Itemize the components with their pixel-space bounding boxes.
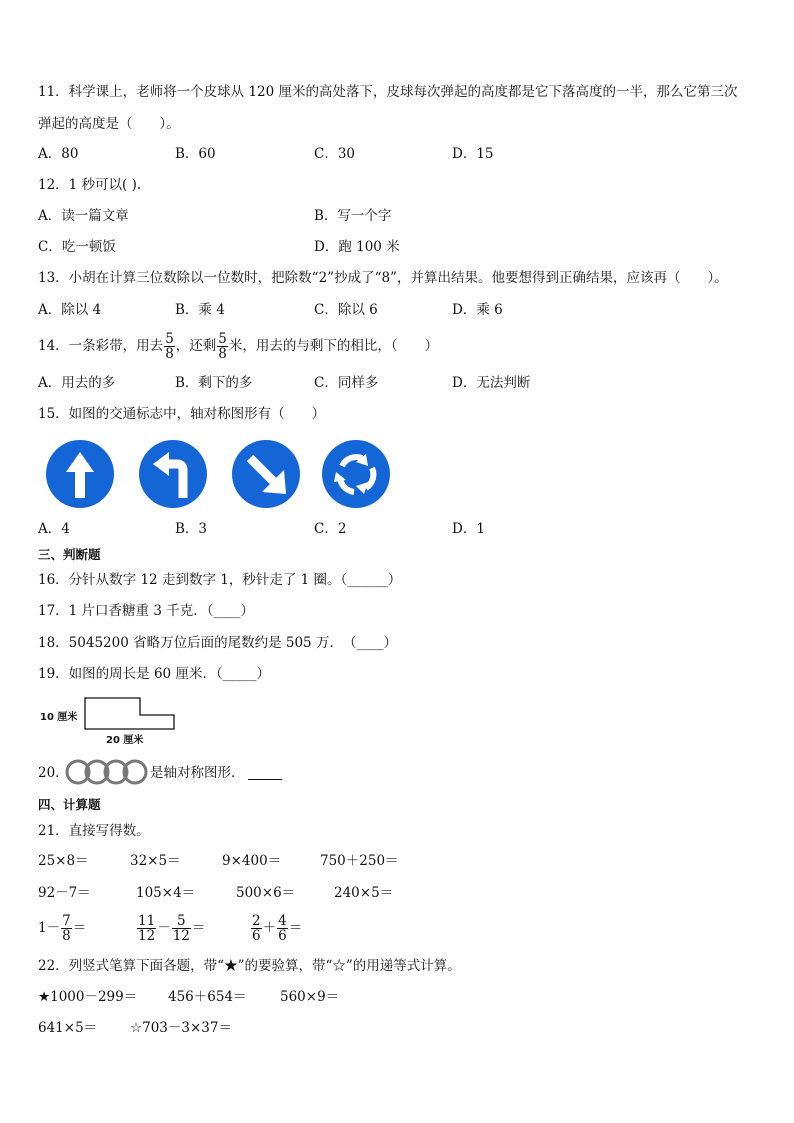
q12-stem: 12．1 秒可以( ).: [38, 177, 142, 193]
q15-option-b: B．3: [175, 521, 208, 537]
q15-stem: 15．如图的交通标志中，轴对称图形有（ ）: [38, 406, 326, 422]
fraction: [61, 914, 72, 943]
q19-label-left: 10 厘米: [40, 712, 78, 723]
fraction: [137, 914, 156, 943]
q12-option-a: A．读一篇文章: [38, 208, 129, 224]
q21-stem: 21．直接写得数。: [38, 823, 150, 839]
numerator: 4: [278, 913, 287, 929]
q21-item: 500×6＝: [236, 885, 296, 901]
q20-prefix: 20．: [38, 765, 69, 781]
q14-fraction-left: [217, 332, 228, 361]
up-arrow-sign-icon: [46, 440, 114, 508]
q15-option-c: C．2: [314, 521, 347, 537]
q14-fraction-used: [164, 332, 175, 361]
q21-item: 750＋250＝: [320, 853, 399, 869]
numerator: 5: [172, 914, 191, 929]
q21-item: 9×400＝: [222, 853, 282, 869]
q22-item: ☆703－3×37＝: [130, 1020, 232, 1036]
q14-frac1-numerator: 5: [165, 331, 174, 347]
q16-text: 16．分针从数字 12 走到数字 1，秒针走了 1 圈。（______）: [38, 572, 402, 588]
numerator: 7: [62, 913, 71, 929]
q19-stepped-shape: [84, 697, 178, 731]
q11-option-d: D．15: [452, 146, 494, 162]
fraction: [251, 914, 262, 943]
operator: ＋: [262, 920, 277, 936]
q14-text-3: 米，用去的与剩下的相比，（ ）: [228, 338, 439, 354]
q21-fraction-item-1: [38, 910, 86, 946]
denominator: 6: [278, 928, 287, 944]
four-rings-icon: [64, 758, 150, 786]
q13-option-b: B．乘 4: [175, 302, 225, 318]
q14-option-a: A．用去的多: [38, 375, 116, 391]
denominator: 12: [138, 928, 156, 944]
q21-item: 240×5＝: [334, 885, 394, 901]
q18-text: 18．5045200 省略万位后面的尾数约是 505 万． （____）: [38, 635, 397, 651]
q11-line2: 弹起的高度是（ ）。: [38, 116, 180, 132]
q21-item: 92－7＝: [38, 885, 91, 901]
q21-item: 32×5＝: [130, 853, 181, 869]
q14-text-2: ，还剩: [175, 338, 217, 354]
q22-item: ★1000－299＝: [38, 989, 138, 1005]
q14-stem: [38, 328, 438, 364]
q21-fraction-item-2: [136, 910, 205, 946]
q21-item: 105×4＝: [136, 885, 196, 901]
q14-option-d: D．无法判断: [452, 375, 531, 391]
equals: ＝: [288, 920, 303, 936]
q19-label-bottom: 20 厘米: [106, 735, 144, 746]
q14-option-b: B．剩下的多: [175, 375, 253, 391]
q11-option-a: A．80: [38, 146, 79, 162]
q12-option-c: C．吃一顿饭: [38, 239, 116, 255]
q17-text: 17．1 片口香糖重 3 千克．（____）: [38, 603, 254, 619]
denominator: 12: [172, 928, 190, 944]
q21-item: 25×8＝: [38, 853, 89, 869]
q13-option-d: D．乘 6: [452, 302, 503, 318]
fraction: [277, 914, 288, 943]
q13-option-c: C．除以 6: [314, 302, 378, 318]
denominator: 8: [62, 928, 71, 944]
diagonal-arrow-sign-icon: [232, 440, 300, 508]
section-calculation-heading: 四、计算题: [38, 797, 101, 812]
q11-option-c: C．30: [314, 146, 356, 162]
q14-frac1-denominator: 8: [165, 346, 174, 362]
q14-text-1: 14．一条彩带，用去: [38, 338, 164, 354]
q21-fraction-item-3: [250, 910, 302, 946]
section-judgment-heading: 三、判断题: [38, 547, 101, 562]
q15-option-d: D．1: [452, 521, 485, 537]
denominator: 6: [252, 928, 261, 944]
q14-frac2-denominator: 8: [218, 346, 227, 362]
q12-option-b: B．写一个字: [314, 208, 392, 224]
q19-stem: 19．如图的周长是 60 厘米．（_____）: [38, 666, 270, 682]
q14-frac2-numerator: 5: [218, 331, 227, 347]
q13-stem: 13．小胡在计算三位数除以一位数时，把除数“2”抄成了“8”，并算出结果。他要想得到正确结果，应该再（ ）。: [38, 270, 728, 286]
q12-option-d: D．跑 100 米: [314, 239, 400, 255]
roundabout-sign-icon: [322, 440, 390, 508]
q22-stem: 22．列竖式笔算下面各题，带“★”的要验算，带“☆”的用递等式计算。: [38, 958, 461, 974]
fraction: [172, 914, 191, 943]
q20-answer-blank: [248, 779, 282, 780]
q14-option-c: C．同样多: [314, 375, 379, 391]
q11-option-b: B．60: [175, 146, 216, 162]
equals: ＝: [72, 920, 87, 936]
q22-item: 456＋654＝: [168, 989, 247, 1005]
turn-left-arrow-sign-icon: [139, 440, 207, 508]
operator: －: [157, 920, 171, 936]
q22-item: 560×9＝: [280, 989, 340, 1005]
q13-option-a: A．除以 4: [38, 302, 102, 318]
q20-suffix: 是轴对称图形．: [150, 765, 245, 781]
numerator: 2: [252, 913, 261, 929]
equals: ＝: [191, 920, 206, 936]
q22-item: 641×5＝: [38, 1020, 98, 1036]
numerator: 11: [138, 913, 156, 929]
q15-option-a: A．4: [38, 521, 70, 537]
q21-lead: 1－: [38, 920, 61, 936]
q11-line1: 11．科学课上，老师将一个皮球从 120 厘米的高处落下，皮球每次弹起的高度都是它下落高度的一半，那么它第三次: [38, 84, 738, 100]
